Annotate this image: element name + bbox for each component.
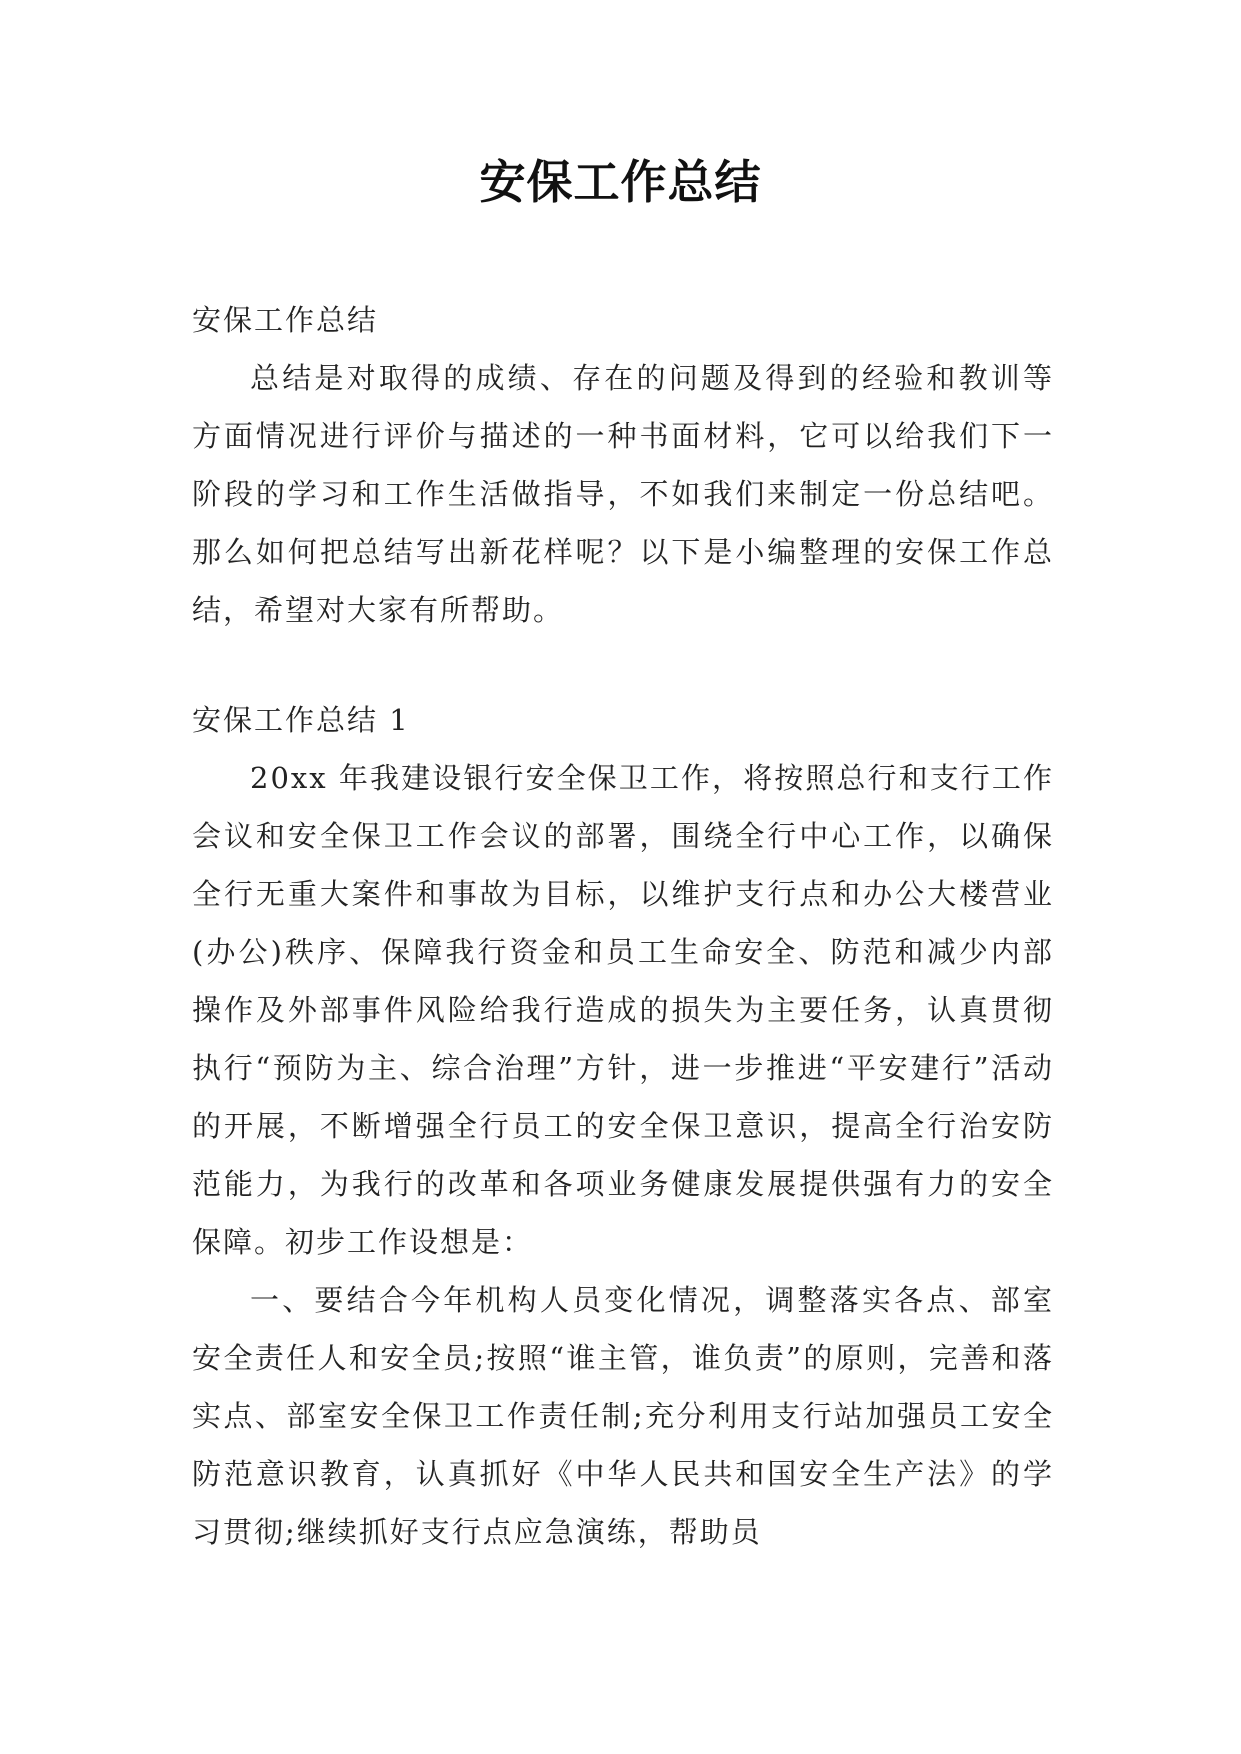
intro-paragraph: 总结是对取得的成绩、存在的问题及得到的经验和教训等方面情况进行评价与描述的一种书面材料，它可以给我们下一阶段的学习和工作生活做指导，不如我们来制定一份总结吧。那么如何把总结写出新花样呢？以下是小编整理的安保工作总结，希望对大家有所帮助。 bbox=[192, 361, 1054, 627]
section1-block bbox=[192, 749, 1054, 1619]
section1-paragraph-1: 20xx 年我建设银行安全保卫工作，将按照总行和支行工作会议和安全保卫工作会议的部署，围绕全行中心工作，以确保全行无重大案件和事故为目标，以维护支行点和办公大楼营业(办公)秩序、保障我行资金和员工生命安全、防范和减少内部操作及外部事件风险给我行造成的损失为主要任务，认真贯彻执行“预防为主、综合治理”方针，进一步推进“平安建行”活动的开展，不断增强全行员工的安全保卫意识，提高全行治安防范能力，为我行的改革和各项业务健康发展提供强有力的安全保障。初步工作设想是： bbox=[192, 761, 1054, 1259]
document-title: 安保工作总结 bbox=[479, 155, 762, 209]
intro-heading: 安保工作总结 bbox=[192, 303, 379, 337]
intro-block bbox=[192, 349, 1054, 639]
section1-heading: 安保工作总结 1 bbox=[192, 703, 410, 737]
section1-paragraph-2: 一、要结合今年机构人员变化情况，调整落实各点、部室安全责任人和安全员;按照“谁主管，谁负责”的原则，完善和落实点、部室安全保卫工作责任制;充分利用支行站加强员工安全防范意识教育，认真抓好《中华人民共和国安全生产法》的学习贯彻;继续抓好支行点应急演练，帮助员 bbox=[192, 1283, 1054, 1549]
